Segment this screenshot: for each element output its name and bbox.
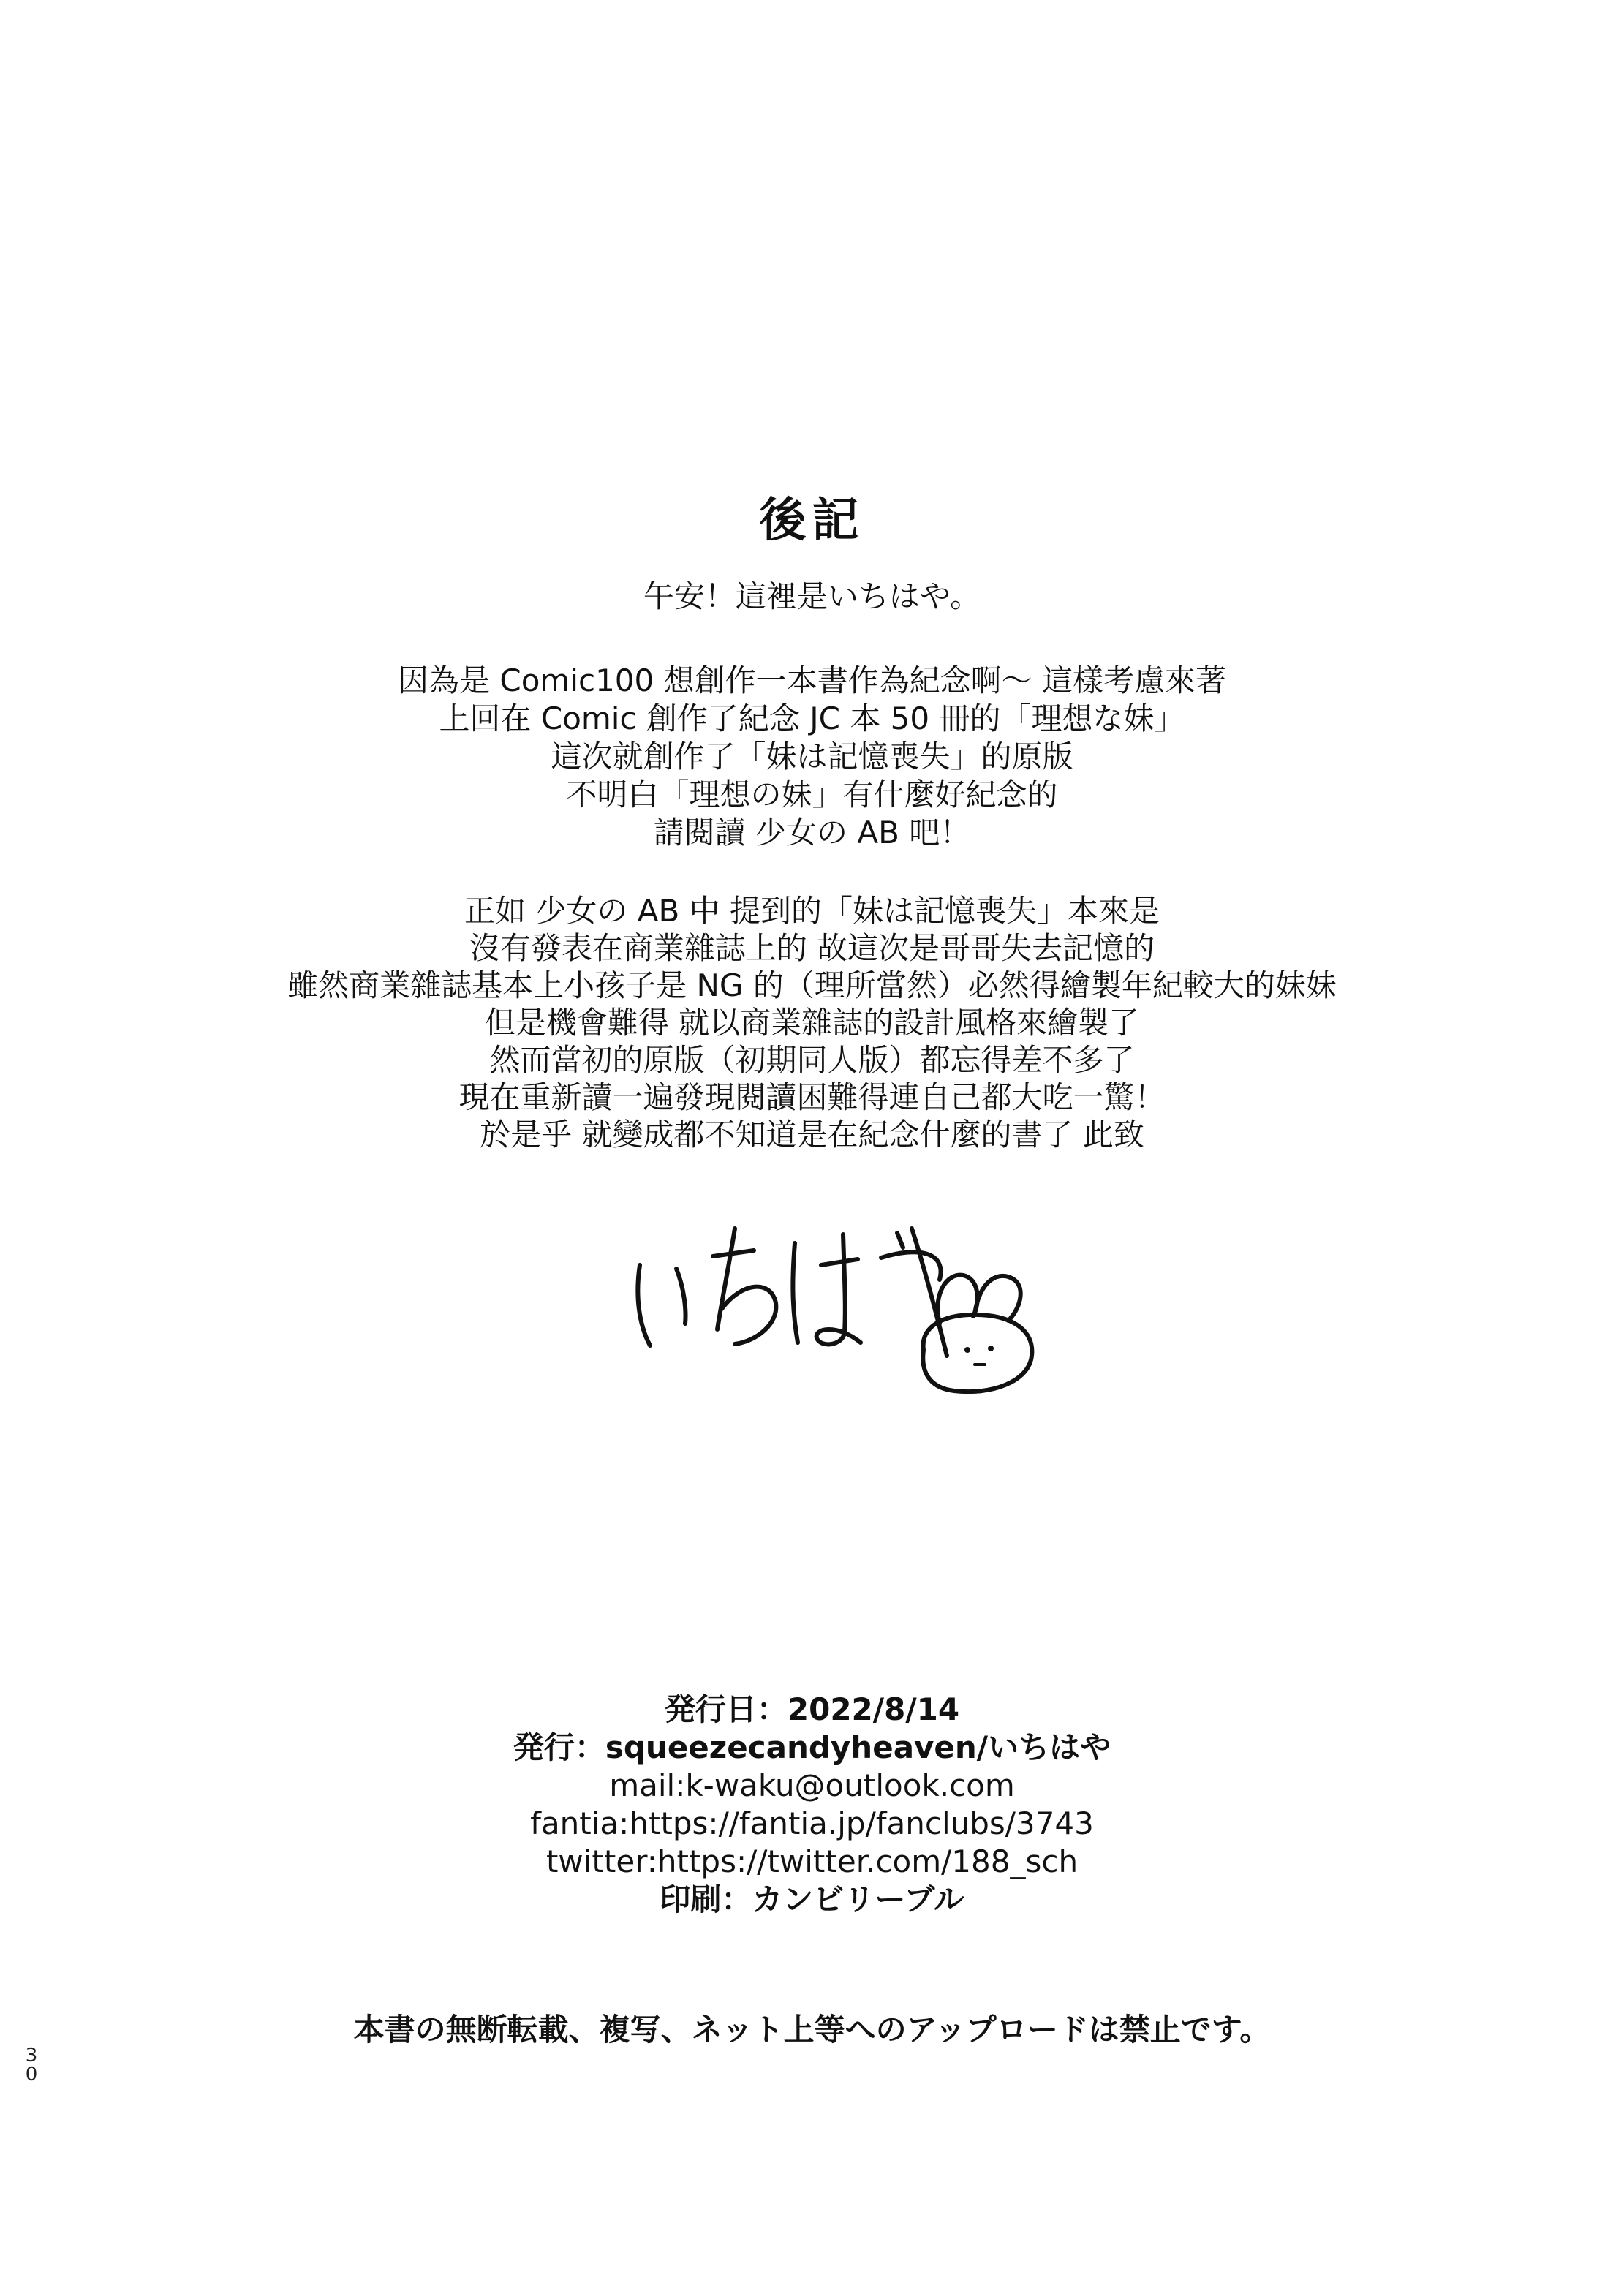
paragraph-line: 然而當初的原版（初期同人版）都忘得差不多了	[489, 1042, 1135, 1078]
paragraph-line: 不明白「理想の妹」有什麼好紀念的	[566, 777, 1058, 812]
publisher: 発行：squeezecandyheaven/いちはや	[513, 1729, 1111, 1765]
paragraph-line: 現在重新讀一遍發現閱讀困難得連自己都大吃一驚！	[458, 1079, 1166, 1115]
explanation-paragraph	[0, 892, 1624, 1153]
colophon	[0, 1691, 1624, 1919]
paragraph-line: 請閱讀 少女の AB 吧！	[653, 815, 971, 850]
paragraph-line: 雖然商業雜誌基本上小孩子是 NG 的（理所當然）必然得繪製年紀較大的妹妹	[287, 967, 1337, 1003]
paragraph-line: 這次就創作了「妹は記憶喪失」的原版	[551, 739, 1073, 774]
intro-paragraph	[0, 662, 1624, 852]
twitter-link: twitter:https://twitter.com/188_sch	[545, 1843, 1079, 1879]
paragraph-line: 於是乎 就變成都不知道是在紀念什麼的書了 此致	[480, 1117, 1144, 1152]
paragraph-line: 上回在 Comic 創作了紀念 JC 本 50 冊的「理想な妹」	[439, 701, 1185, 736]
fantia-link: fantia:https://fantia.jp/fanclubs/3743	[530, 1805, 1094, 1841]
page-title: 後記	[759, 494, 865, 548]
paragraph-line: 午安！這裡是いちはや。	[643, 578, 981, 614]
paragraph-line: 但是機會難得 就以商業雜誌的設計風格來繪製了	[484, 1005, 1140, 1041]
printer: 印刷：カンビリーブル	[660, 1882, 964, 1917]
page-number: 30	[25, 2045, 38, 2086]
greeting-paragraph	[0, 578, 1624, 616]
publish-date: 発行日：2022/8/14	[664, 1691, 960, 1727]
contact-mail: mail:k-waku@outlook.com	[609, 1767, 1015, 1803]
paragraph-line: 因為是 Comic100 想創作一本書作為紀念啊～ 這樣考慮來著	[398, 663, 1226, 698]
copyright-notice: 本書の無断転載、複写、ネット上等へのアップロードは禁止です。	[353, 2012, 1271, 2048]
paragraph-line: 正如 少女の AB 中 提到的「妹は記憶喪失」本來是	[464, 893, 1160, 929]
paragraph-line: 沒有發表在商業雜誌上的 故這次是哥哥失去記憶的	[469, 930, 1155, 966]
handwritten-signature	[625, 1199, 1064, 1411]
